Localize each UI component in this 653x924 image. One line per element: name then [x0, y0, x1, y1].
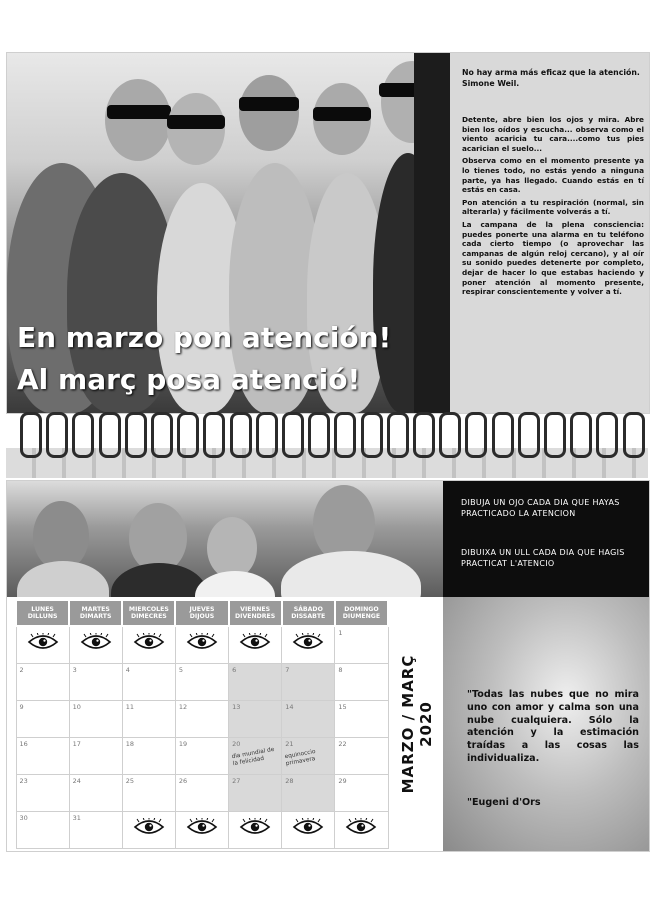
header-es: LUNES: [31, 605, 54, 613]
calendar-day-cell: [229, 701, 282, 738]
weil-quote: No hay arma más eficaz que la atención. Simone Weil.: [462, 68, 640, 88]
spiral-ring: [596, 412, 618, 458]
calendar-day-cell: [122, 775, 175, 812]
spiral-ring: [125, 412, 147, 458]
person-head: [239, 75, 299, 151]
person-shape: [195, 571, 275, 597]
top-section: [6, 52, 650, 414]
dark-strip: [414, 53, 450, 413]
month-label-text: [399, 655, 435, 794]
eye-icon: [133, 818, 165, 836]
spiral-ring: [20, 412, 42, 458]
calendar-day-cell: [69, 664, 122, 701]
calendar-day-cell: [69, 812, 122, 849]
day-number: 4: [125, 666, 130, 674]
day-number: 19: [178, 740, 188, 748]
day-note: dia mundial de la felicidad: [231, 746, 275, 767]
day-number: 13: [232, 703, 241, 711]
header-es: SÁBADO: [293, 605, 323, 613]
header-friday: [229, 600, 282, 626]
calendar-day-cell: [282, 812, 335, 849]
header-es: JUEVES: [189, 605, 215, 613]
day-number: 1: [338, 629, 343, 637]
eye-icon: [345, 818, 377, 836]
spiral-ring: [72, 412, 94, 458]
spiral-binding: [6, 412, 648, 480]
calendar-day-cell: [16, 664, 69, 701]
day-number: 26: [178, 777, 188, 785]
instruction-spanish: DIBUJA UN OJO CADA DIA QUE HAYAS PRACTICADO LA ATENCION: [461, 498, 620, 518]
mindfulness-text-panel: [450, 53, 649, 413]
day-number: 16: [19, 740, 28, 748]
group-photo-blindfolded: [7, 53, 443, 413]
header-ca: DIVENDRES: [235, 613, 276, 620]
header-wednesday: [122, 600, 175, 626]
header-saturday: [282, 600, 335, 626]
day-number: 21: [285, 740, 294, 748]
calendar-day-cell: [122, 626, 175, 664]
spiral-ring: [99, 412, 121, 458]
spiral-ring: [46, 412, 68, 458]
header-ca: DILLUNS: [27, 613, 58, 620]
spiral-ring: [492, 412, 514, 458]
calendar-day-cell: [229, 812, 282, 849]
day-number: 7: [285, 666, 290, 674]
calendar-day-cell: [282, 738, 335, 775]
tip-item: La campana de la plena consciencia: puedes ponerte una alarma en tu teléfono cada cierto tiempo (o aprovechar las campanas de algún reloj cercano), y al oír su sonido puedes detenerte por completo, dejar de hacer lo que estabas haciendo y poner atención al momento presente, respirar conscientemente y volver a tí.: [462, 219, 644, 297]
calendar-day-cell: [122, 738, 175, 775]
blindfold: [167, 115, 225, 129]
person-shape: [17, 561, 109, 597]
blindfold: [313, 107, 371, 121]
header-ca: DISSABTE: [291, 613, 326, 620]
spiral-ring: [570, 412, 592, 458]
day-number: 17: [72, 740, 81, 748]
header-ca: DIJOUS: [189, 613, 215, 620]
calendar-day-cell: [69, 701, 122, 738]
calendar-day-cell: [175, 664, 228, 701]
calendar-week-row: [16, 701, 388, 738]
calendar-day-cell: [229, 738, 282, 775]
day-number: 30: [19, 814, 28, 822]
eye-icon: [292, 818, 324, 836]
march-calendar-grid: [15, 599, 389, 849]
spiral-ring: [177, 412, 199, 458]
calendar-day-cell: [175, 738, 228, 775]
calendar-day-cell: [69, 738, 122, 775]
header-ca: DIMARTS: [79, 613, 112, 620]
header-sunday: [335, 600, 388, 626]
calendar-day-cell: [335, 775, 388, 812]
day-number: 31: [72, 814, 81, 822]
day-number: 14: [285, 703, 294, 711]
calendar-week-row: [16, 664, 388, 701]
eye-icon: [292, 633, 324, 651]
day-number: 22: [338, 740, 347, 748]
calendar-day-cell: [175, 626, 228, 664]
calendar-day-cell: [335, 812, 388, 849]
dors-author: "Eugeni d'Ors: [467, 797, 541, 808]
day-number: 20: [232, 740, 241, 748]
month-name: MARZO / MARÇ: [399, 654, 417, 794]
day-number: 3: [72, 666, 77, 674]
person-head: [207, 517, 257, 579]
day-number: 5: [178, 666, 184, 674]
spiral-ring: [361, 412, 383, 458]
calendar-day-cell: [69, 626, 122, 664]
day-number: 15: [338, 703, 347, 711]
header-ca: DIUMENGE: [342, 613, 381, 620]
day-note: equinoccio primavera: [284, 748, 317, 767]
calendar-day-cell: [282, 626, 335, 664]
calendar-day-cell: [175, 775, 228, 812]
calendar-week-row: [16, 775, 388, 812]
person-shape: [111, 563, 207, 597]
spiral-ring: [623, 412, 645, 458]
calendar-day-cell: [282, 701, 335, 738]
header-tuesday: [69, 600, 122, 626]
spiral-ring: [282, 412, 304, 458]
day-number: 10: [72, 703, 81, 711]
day-number: 25: [125, 777, 135, 785]
day-number: 24: [72, 777, 81, 785]
header-monday: [16, 600, 69, 626]
calendar-day-cell: [16, 701, 69, 738]
person-head: [105, 79, 171, 161]
instruction-catalan: DIBUIXA UN ULL CADA DIA QUE HAGIS PRACTICAT L'ATENCIO: [461, 548, 625, 568]
tip-item: Pon atención a tu respiración (normal, sin alterarla) y fácilmente volverás a tí.: [462, 197, 644, 217]
title-spanish: En marzo pon atención!: [17, 321, 392, 354]
spiral-ring: [439, 412, 461, 458]
calendar-week-row: [16, 738, 388, 775]
mindfulness-tips: [462, 115, 644, 300]
header-es: MIERCOLES: [128, 605, 169, 613]
day-number: 9: [19, 703, 24, 711]
day-number: 28: [285, 777, 294, 785]
calendar-week-row: [16, 626, 388, 664]
eye-icon: [80, 633, 112, 651]
spiral-ring: [518, 412, 540, 458]
calendar-day-cell: [175, 701, 228, 738]
calendar-day-cell: [282, 775, 335, 812]
spiral-ring: [544, 412, 566, 458]
calendar-day-cell: [229, 775, 282, 812]
calendar-day-cell: [122, 701, 175, 738]
eye-icon: [239, 633, 271, 651]
spiral-ring: [334, 412, 356, 458]
spiral-ring: [230, 412, 252, 458]
spiral-ring: [151, 412, 173, 458]
calendar-day-cell: [175, 812, 228, 849]
calendar-day-cell: [69, 775, 122, 812]
person-shape: [281, 551, 421, 597]
header-thursday: [175, 600, 228, 626]
header-es: VIERNES: [240, 605, 271, 613]
calendar-day-cell: [229, 626, 282, 664]
day-number: 29: [338, 777, 347, 785]
day-number: 27: [232, 777, 241, 785]
year: 2020: [417, 701, 435, 747]
calendar-day-cell: [16, 812, 69, 849]
calendar-day-cell: [282, 664, 335, 701]
spiral-ring: [465, 412, 487, 458]
calendar-day-cell: [335, 701, 388, 738]
calendar-day-cell: [229, 664, 282, 701]
spiral-ring: [203, 412, 225, 458]
day-number: 18: [125, 740, 135, 748]
day-number: 11: [125, 703, 135, 711]
group-photo-smiling: [7, 481, 443, 597]
header-es: DOMINGO: [344, 605, 379, 613]
eye-icon: [133, 633, 165, 651]
calendar-day-cell: [122, 812, 175, 849]
day-number: 6: [232, 666, 237, 674]
spiral-ring: [387, 412, 409, 458]
day-number: 2: [19, 666, 24, 674]
spiral-ring: [413, 412, 435, 458]
spiral-ring: [308, 412, 330, 458]
calendar-day-cell: [335, 664, 388, 701]
eye-icon: [27, 633, 59, 651]
bottom-section: [6, 480, 650, 852]
calendar-day-cell: [335, 626, 388, 664]
spiral-ring: [256, 412, 278, 458]
blindfold: [239, 97, 299, 111]
calendar-day-cell: [16, 775, 69, 812]
title-catalan: Al març posa atenció!: [17, 363, 361, 396]
calendar-day-cell: [16, 626, 69, 664]
eye-icon: [186, 818, 218, 836]
tip-item: Observa como en el momento presente ya lo tienes todo, no estás yendo a ninguna parte, ya has llegado. Cuando estás en tí estás en casa.: [462, 156, 644, 195]
header-ca: DIMECRES: [130, 613, 167, 620]
calendar-week-row: [16, 812, 388, 849]
calendar-day-cell: [122, 664, 175, 701]
calendar-day-cell: [16, 738, 69, 775]
blindfold: [107, 105, 171, 119]
calendar-day-cell: [335, 738, 388, 775]
month-label: [391, 597, 443, 851]
dors-quote: "Todas las nubes que no mira uno con amor y calma son una nube cualquiera. Sólo la atención y la estimación traídas a las cosas las individualiza.: [467, 689, 639, 764]
eye-icon: [239, 818, 271, 836]
instruction-box: [443, 481, 649, 597]
day-number: 12: [178, 703, 188, 711]
tip-item: Detente, abre bien los ojos y mira. Abre bien los oídos y escucha... observa como el viento acaricia tu cara....como tus pies acarician el suelo...: [462, 115, 644, 153]
day-number: 8: [338, 666, 343, 674]
day-number: 23: [19, 777, 28, 785]
person-head: [167, 93, 225, 165]
eugeni-dors-portrait: [443, 597, 649, 851]
header-es: MARTES: [81, 605, 110, 613]
eye-icon: [186, 633, 218, 651]
